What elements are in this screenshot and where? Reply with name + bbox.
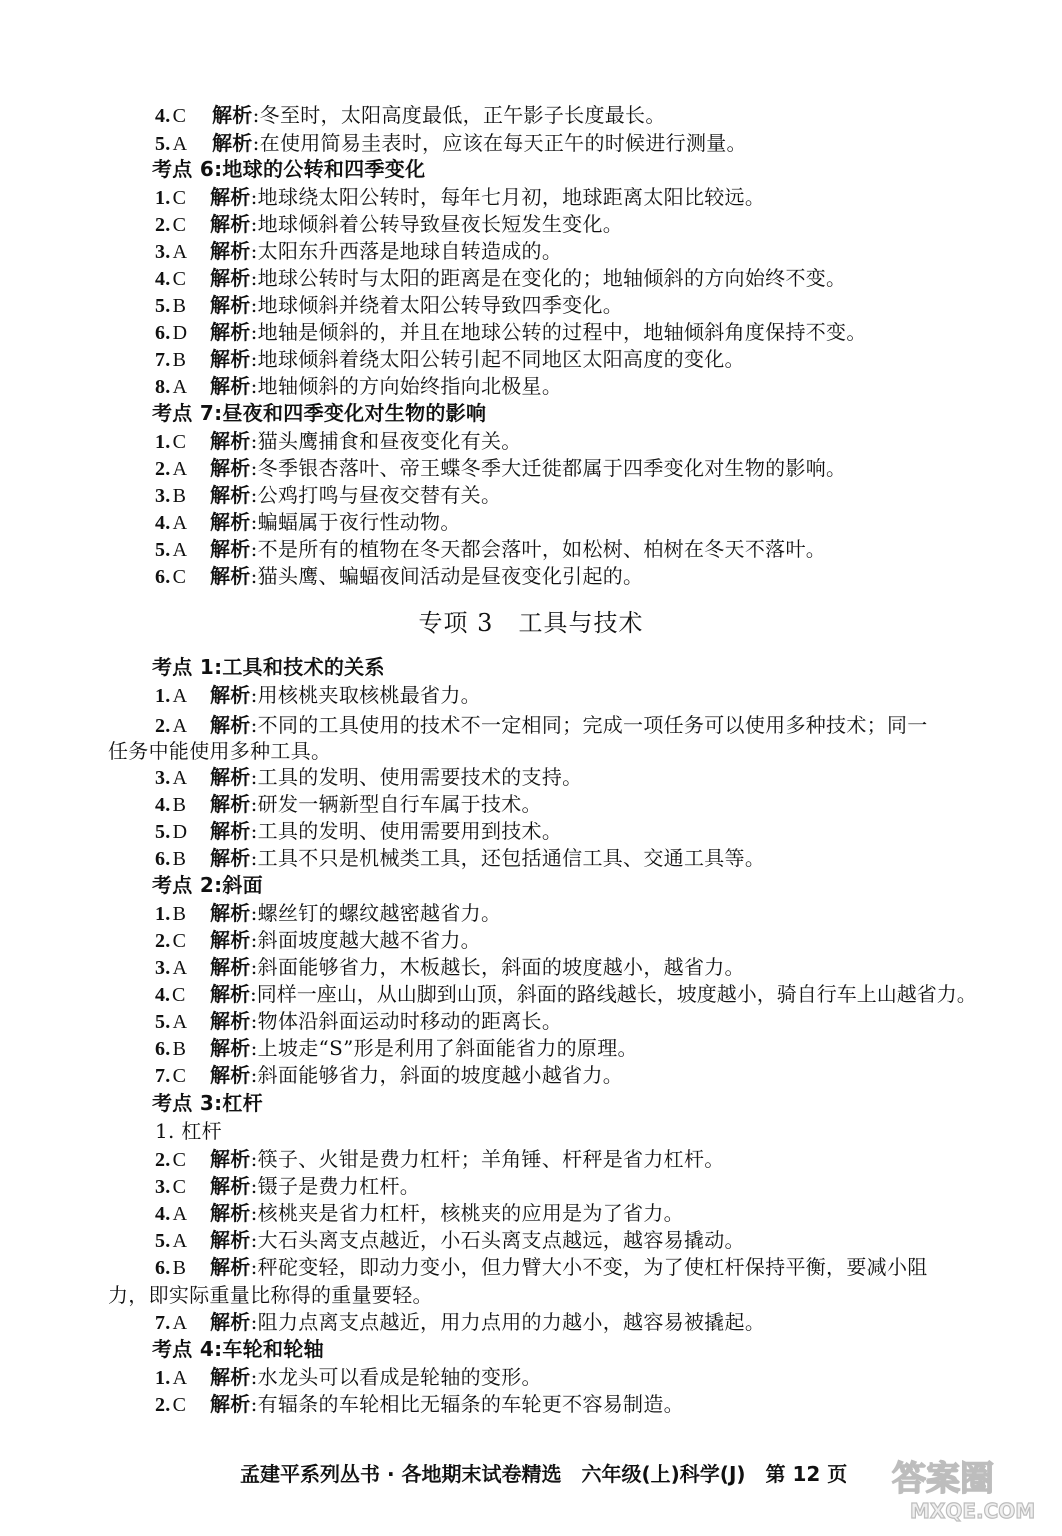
answer-item: 3. C 解析:镊子是费力杠杆。: [155, 1174, 421, 1198]
answer-item: 6. B 解析:工具不只是机械类工具，还包括通信工具、交通工具等。: [155, 846, 766, 870]
section-heading: 考点 3:杠杆: [152, 1091, 263, 1115]
answer-item: 5. B 解析:地球倾斜并绕着太阳公转导致四季变化。: [155, 293, 624, 317]
answer-item: 4. B 解析:研发一辆新型自行车属于技术。: [155, 792, 542, 816]
answer-item: 3. A 解析:太阳东升西落是地球自转造成的。: [155, 239, 563, 263]
answer-item: 4. A 解析:蝙蝠属于夜行性动物。: [155, 510, 461, 534]
section-heading: 考点 2:斜面: [152, 873, 263, 897]
answer-item: 1. A 解析:用核桃夹取核桃最省力。: [155, 683, 481, 707]
page-footer: 孟建平系列丛书 · 各地期末试卷精选 六年级(上)科学(J) 第 12 页: [240, 1462, 848, 1486]
answer-item: 5. A 解析:不是所有的植物在冬天都会落叶，如松树、柏树在冬天不落叶。: [155, 537, 827, 561]
answer-item: 2. C 解析:筷子、火钳是费力杠杆；羊角锤、杆秤是省力杠杆。: [155, 1147, 725, 1171]
answer-item: 6. B 解析:上坡走“S”形是利用了斜面能省力的原理。: [155, 1036, 638, 1060]
answer-item: 7. B 解析:地球倾斜着绕太阳公转引起不同地区太阳高度的变化。: [155, 347, 745, 371]
answer-item: 2. C 解析:地球倾斜着公转导致昼夜长短发生变化。: [155, 212, 624, 236]
answer-item: 1. C 解析:地球绕太阳公转时，每年七月初，地球距离太阳比较远。: [155, 185, 766, 209]
answer-item: 6. C 解析:猫头鹰、蝙蝠夜间活动是昼夜变化引起的。: [155, 564, 644, 588]
answer-item: 7. A 解析:阻力点离支点越近，用力点用的力越小，越容易被撬起。: [155, 1310, 766, 1334]
svg-text:MXQE.COM: MXQE.COM: [910, 1499, 1036, 1523]
answer-item: 2. A 解析:冬季银杏落叶、帝王蝶冬季大迁徙都属于四季变化对生物的影响。: [155, 456, 847, 480]
answer-item: 4. C 解析:同样一座山，从山脚到山顶，斜面的路线越长，坡度越小，骑自行车上山越省力。: [155, 982, 977, 1006]
section-title: 专项 3 工具与技术: [418, 609, 644, 637]
answer-item: 7. C 解析:斜面能够省力，斜面的坡度越小越省力。: [155, 1063, 624, 1087]
watermark-logo: [880, 1448, 1050, 1528]
answer-item: 3. A 解析:斜面能够省力，木板越长，斜面的坡度越小，越省力。: [155, 955, 745, 979]
answer-item: 4. C 解析:冬至时，太阳高度最低，正午影子长度最长。: [155, 103, 666, 127]
answer-item: 1. C 解析:猫头鹰捕食和昼夜变化有关。: [155, 429, 522, 453]
answer-item: 1. A 解析:水龙头可以看成是轮轴的变形。: [155, 1365, 542, 1389]
answer-item: 1. B 解析:螺丝钉的螺纹越密越省力。: [155, 901, 502, 925]
answer-item: 5. A 解析:大石头离支点越近，小石头离支点越远，越容易撬动。: [155, 1228, 745, 1252]
answer-item: 8. A 解析:地轴倾斜的方向始终指向北极星。: [155, 374, 563, 398]
answer-item: 4. A 解析:核桃夹是省力杠杆，核桃夹的应用是为了省力。: [155, 1201, 684, 1225]
answer-item: 3. A 解析:工具的发明、使用需要技术的支持。: [155, 765, 583, 789]
answer-item: 5. A 解析:在使用简易圭表时，应该在每天正午的时候进行测量。: [155, 131, 747, 155]
answer-item: 5. A 解析:物体沿斜面运动时移动的距离长。: [155, 1009, 563, 1033]
answer-item: 2. C 解析:斜面坡度越大越不省力。: [155, 928, 481, 952]
section-heading: 考点 6:地球的公转和四季变化: [152, 157, 426, 181]
section-heading: 考点 1:工具和技术的关系: [152, 655, 385, 679]
answer-item: 4. C 解析:地球公转时与太阳的距离是在变化的；地轴倾斜的方向始终不变。: [155, 266, 847, 290]
answer-item: 2. A 解析:不同的工具使用的技术不一定相同；完成一项任务可以使用多种技术；同一: [155, 713, 928, 737]
answer-item: 5. D 解析:工具的发明、使用需要用到技术。: [155, 819, 563, 843]
lever-item: 1. 杠杆: [155, 1119, 222, 1143]
svg-text:答案圈: 答案圈: [892, 1459, 994, 1499]
answer-continuation: 力，即实际重量比称得的重量要轻。: [108, 1283, 433, 1307]
answer-continuation: 任务中能使用多种工具。: [108, 739, 332, 763]
answer-item: 6. D 解析:地轴是倾斜的，并且在地球公转的过程中，地轴倾斜角度保持不变。: [155, 320, 867, 344]
answer-item: 6. B 解析:秤砣变轻，即动力变小，但力臂大小不变，为了使杠杆保持平衡，要减小阻: [155, 1255, 928, 1279]
section-heading: 考点 4:车轮和轮轴: [152, 1337, 324, 1361]
answer-item: 2. C 解析:有辐条的车轮相比无辐条的车轮更不容易制造。: [155, 1392, 684, 1416]
answer-item: 3. B 解析:公鸡打鸣与昼夜交替有关。: [155, 483, 502, 507]
section-heading: 考点 7:昼夜和四季变化对生物的影响: [152, 401, 487, 425]
